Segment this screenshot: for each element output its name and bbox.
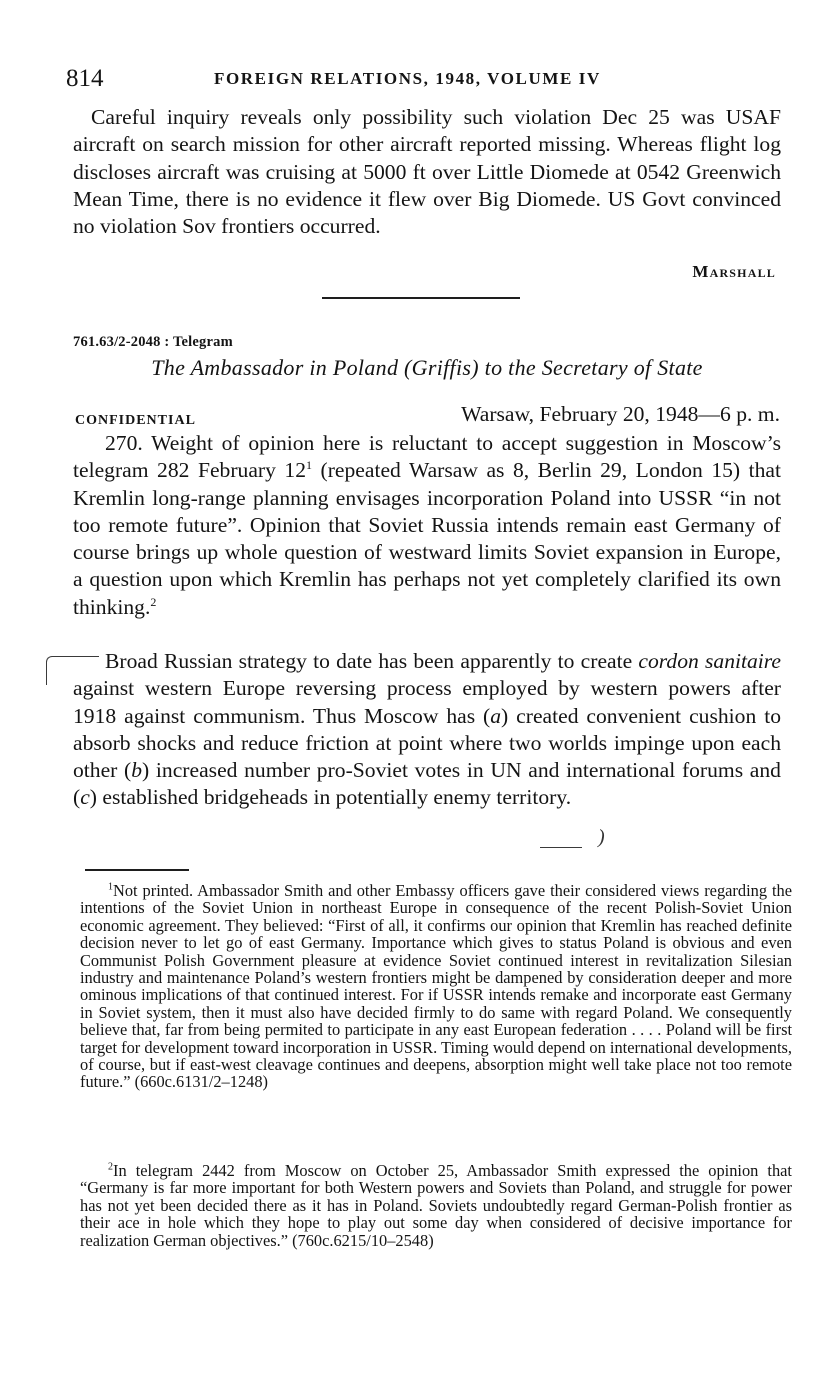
paragraph-text: Broad Russian strategy to date has been apparently to create	[105, 649, 639, 673]
handwritten-paren-mark: )	[598, 826, 605, 848]
file-reference: 761.63/2-2048 : Telegram	[73, 334, 233, 350]
list-marker-b: b	[131, 758, 143, 783]
footnote-reference-1: 1	[306, 458, 312, 473]
page-number: 814	[66, 65, 104, 92]
paragraph-text: against western Europe reversing process employed by western powers after 1918 against communism. Thus Moscow has (	[73, 676, 781, 728]
list-marker-a: a	[490, 703, 502, 728]
footnote-1	[80, 882, 792, 1091]
paragraph-text: ) created convenient cushion to absorb shocks and reduce friction at point where two worlds impinge upon each other (	[73, 703, 781, 783]
underline-mark	[540, 847, 582, 848]
paragraph-text: ) increased number pro-Soviet votes in UN and international forums and (	[73, 758, 781, 810]
signature: Marshall	[692, 262, 776, 281]
footnote-rule	[85, 869, 189, 871]
paragraph-text: (repeated Warsaw as 8, Berlin 29, London 15) that Kremlin long-range planning envisages incorporation Poland into USSR “in not too remote future”. Opinion that Soviet Russia intends remain east Germany of course brings up whole question of westward limits Soviet expansion in Europe, a question upon which Kremlin has perhaps not yet completely clarified its own thinking.	[73, 458, 781, 619]
footnote-2	[80, 1162, 792, 1249]
footnote-number: 1	[108, 881, 113, 893]
place-date-line: Warsaw, February 20, 1948—6 p. m.	[461, 402, 780, 426]
footnote-text: Not printed. Ambassador Smith and other Embassy officers gave their considered views regarding the intentions of the Soviet Union in northeast Europe in consequence of the recent Polish-Soviet Union economic agreement. They believed: “First of all, it confirms our opinion that Kremlin has reached definite decision never to let go of east Germany. Importance which gives to status Poland is obvious and even Communist Polish Government pleasure at evidence Soviet continued interest in revitalization Silesian industry and maintenance Poland’s western frontiers might be dampened by consideration deeper and more ominous implications of that continued interest. For if USSR intends remake and incorporate east Germany in Soviet system, then it must also have decided firmly to do same with regard Poland. We consequently believe that, far from being permited to participate in any east European federation . . . . Poland will be first target for development toward incorporation in USSR. Timing would depend on international developments, of course, but if east-west cleavage continues and deepens, absorption might well take place not too remote future.” (660c.6131/2–1248)	[80, 881, 792, 1092]
telegram-paragraph-2	[73, 648, 781, 812]
list-marker-c: c	[80, 785, 90, 810]
page-header	[66, 62, 778, 96]
document-title: The Ambassador in Poland (Griffis) to the Secretary of State	[151, 355, 703, 380]
previous-telegram-paragraph: Careful inquiry reveals only possibility such violation Dec 25 was USAF aircraft on search mission for other aircraft reported missing. Whereas flight log discloses aircraft was cruising at 5000 ft over Little Diomede at 0542 Greenwich Mean Time, there is no evidence it flew over Big Diomede. US Govt convinced no violation Sov frontiers occurred.	[73, 105, 781, 239]
italic-phrase: cordon sanitaire	[638, 649, 781, 673]
classification-label: CONFIDENTIAL	[75, 413, 196, 428]
section-divider	[322, 297, 520, 299]
footnote-reference-2: 2	[150, 594, 157, 609]
telegram-paragraph-1	[73, 430, 781, 621]
running-head: FOREIGN RELATIONS, 1948, VOLUME IV	[214, 69, 601, 88]
paragraph-text: ) established bridgeheads in potentially enemy territory.	[89, 785, 572, 810]
footnote-number: 2	[108, 1161, 113, 1173]
footnote-text: In telegram 2442 from Moscow on October 25, Ambassador Smith expressed the opinion that “Germany is far more important for both Western powers and Soviets than Poland, and struggle for power has not yet been decided there as it has in Poland. Soviets undoubtedly regard German-Polish frontier as their ace in hole which they hope to play out some day when considered of decisive importance for realization German objectives.” (760c.6215/10–2548)	[80, 1161, 792, 1250]
paragraph-text: 270. Weight of opinion here is reluctant to accept suggestion in Moscow’s telegram 282 February 12	[73, 431, 781, 483]
